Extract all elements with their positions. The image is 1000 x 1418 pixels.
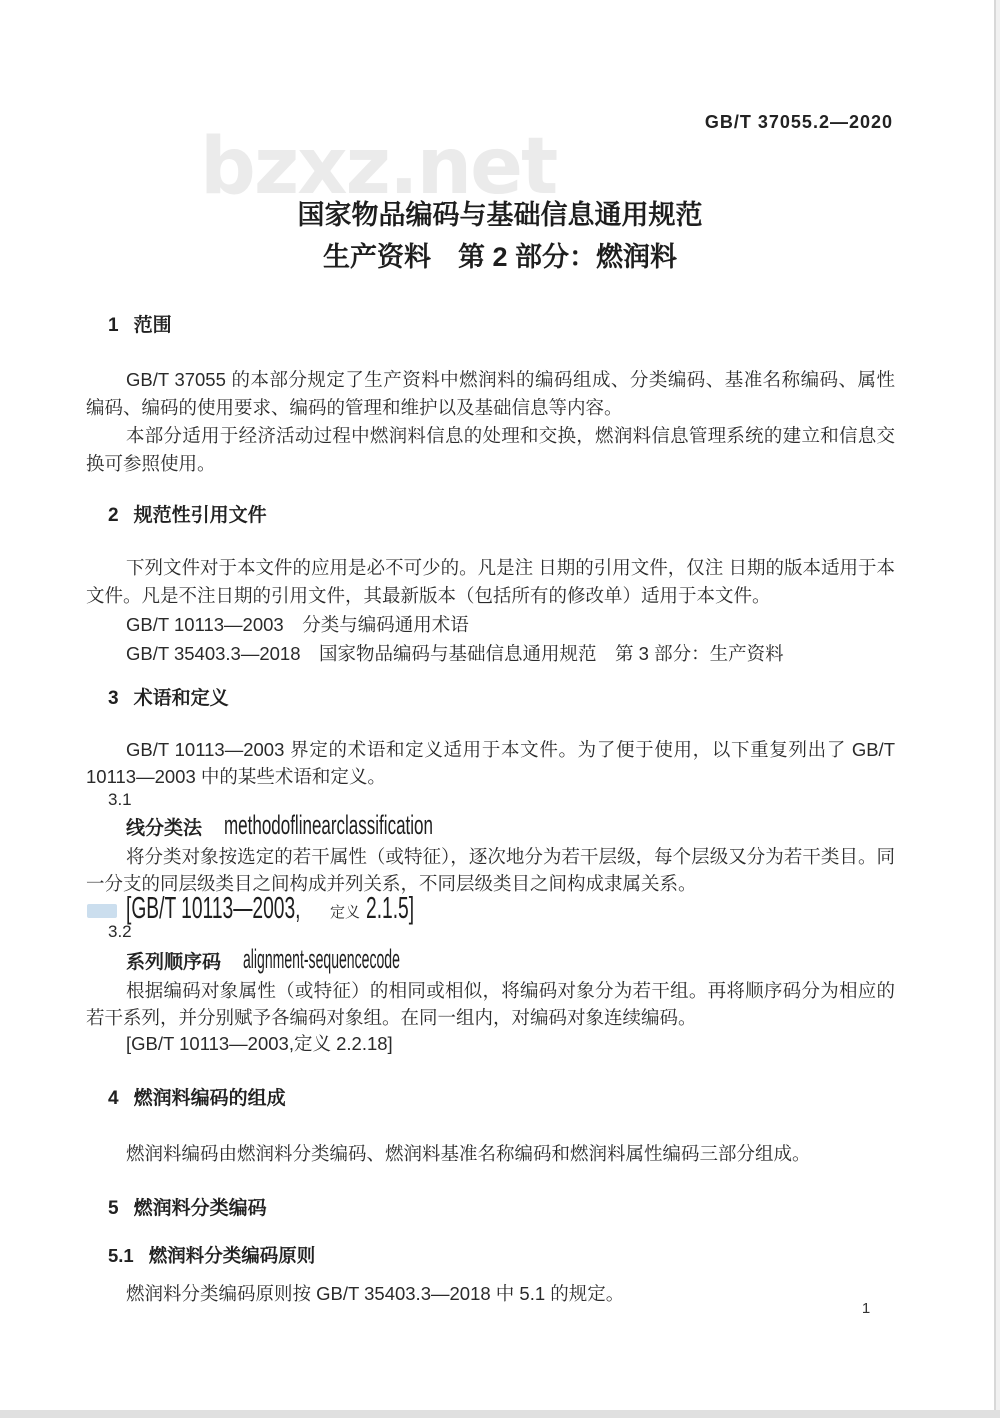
section-3-heading bbox=[108, 683, 229, 710]
title-line-2: 生产资料 第 2 部分：燃润料 bbox=[322, 242, 678, 272]
paragraph: 燃润料编码由燃润料分类编码、燃润料基准名称编码和燃润料属性编码三部分组成。 bbox=[126, 1143, 811, 1164]
term-row-3-1 bbox=[126, 810, 489, 843]
paragraph: 将分类对象按选定的若干属性（或特征），逐次地分为若干层级，每个层级又分为若干类目。同一分支的同层级类目之间构成并列关系，不同层级类目之间构成隶属关系。 bbox=[86, 846, 895, 894]
source-text-wrap bbox=[126, 890, 324, 926]
section-number: 2 bbox=[108, 505, 119, 526]
section-4-heading bbox=[108, 1083, 286, 1110]
paragraph: GB/T 10113—2003 界定的术语和定义适用于本文件。为了便于使用，以下重复列出了 GB/T 10113—2003 中的某些术语和定义。 bbox=[86, 739, 895, 787]
section-title: 规范性引用文件 bbox=[133, 505, 267, 526]
page-number: 1 bbox=[861, 1300, 871, 1317]
paragraph: 下列文件对于本文件的应用是必不可少的。凡是注 日期的引用文件，仅注 日期的版本适用于本文件。凡是不注日期的引用文件，其最新版本（包括所有的修改单）适用于本文件。 bbox=[86, 557, 895, 606]
source-text: [GB/T 10113—2003, bbox=[126, 890, 301, 925]
paragraph: 燃润料分类编码原则按 GB/T 35403.3—2018 中 5.1 的规定。 bbox=[126, 1283, 625, 1304]
source-label: 定义 bbox=[330, 904, 361, 921]
term-row-3-2 bbox=[126, 944, 415, 977]
section-1-heading bbox=[108, 310, 172, 337]
standard-code: GB/T 37055.2—2020 bbox=[704, 112, 893, 132]
section-number: 5.1 bbox=[108, 1245, 134, 1266]
section-title: 燃润料分类编码原则 bbox=[148, 1245, 316, 1266]
section-1-body bbox=[86, 366, 895, 478]
reference-item: GB/T 10113—2003 分类与编码通用术语 bbox=[126, 614, 469, 635]
section-title: 范围 bbox=[133, 315, 172, 336]
document-title bbox=[0, 194, 1000, 278]
title-line-1: 国家物品编码与基础信息通用规范 bbox=[297, 200, 703, 230]
term-english: alignment-sequencecode bbox=[243, 944, 400, 974]
section-5-1-body bbox=[86, 1280, 895, 1308]
section-number: 1 bbox=[108, 315, 119, 336]
source-3-1 bbox=[126, 890, 434, 926]
definition-3-1 bbox=[86, 843, 895, 897]
section-title: 燃润料分类编码 bbox=[133, 1198, 267, 1219]
watermark: bzxz.net bbox=[200, 122, 557, 212]
section-4-body bbox=[86, 1140, 895, 1168]
section-number: 5 bbox=[108, 1198, 119, 1219]
section-2-heading bbox=[108, 500, 267, 527]
section-3-body bbox=[86, 736, 895, 790]
clause-3-1-number: 3.1 bbox=[108, 790, 132, 809]
term-english-wrap bbox=[243, 944, 415, 977]
section-5-heading bbox=[108, 1193, 267, 1220]
term-chinese: 系列顺序码 bbox=[126, 952, 222, 973]
normative-references bbox=[126, 610, 784, 668]
paragraph: GB/T 37055 的本部分规定了生产资料中燃润料的编码组成、分类编码、基准名称编码、属性编码、编码的使用要求、编码的管理和维护以及基础信息等内容。 bbox=[86, 369, 895, 418]
paragraph: 本部分适用于经济活动过程中燃润料信息的处理和交换，燃润料信息管理系统的建立和信息交换可参照使用。 bbox=[86, 425, 895, 474]
definition-3-2 bbox=[86, 977, 895, 1031]
page-bottom-edge bbox=[0, 1410, 1000, 1418]
clause-3-2-number: 3.2 bbox=[108, 922, 132, 941]
section-2-body bbox=[86, 554, 895, 610]
section-number: 4 bbox=[108, 1088, 119, 1109]
section-title: 燃润料编码的组成 bbox=[133, 1088, 286, 1109]
term-chinese: 线分类法 bbox=[126, 818, 203, 839]
scan-artifact bbox=[87, 904, 117, 918]
reference-item: GB/T 35403.3—2018 国家物品编码与基础信息通用规范 第 3 部分：生产资料 bbox=[126, 643, 784, 664]
term-english: methodoflinearclassification bbox=[224, 810, 433, 840]
source-text: 2.1.5] bbox=[366, 890, 415, 925]
term-english-wrap bbox=[224, 810, 489, 843]
section-title: 术语和定义 bbox=[133, 688, 229, 709]
section-5-1-heading bbox=[108, 1242, 315, 1268]
section-number: 3 bbox=[108, 688, 119, 709]
source-3-2: [GB/T 10113—2003,定义 2.2.18] bbox=[126, 1033, 393, 1054]
paragraph: 根据编码对象属性（或特征）的相同或相似，将编码对象分为若干组。再将顺序码分为相应的若干系列，并分别赋予各编码对象组。在同一组内，对编码对象连续编码。 bbox=[86, 980, 895, 1028]
source-text-wrap bbox=[366, 890, 434, 926]
